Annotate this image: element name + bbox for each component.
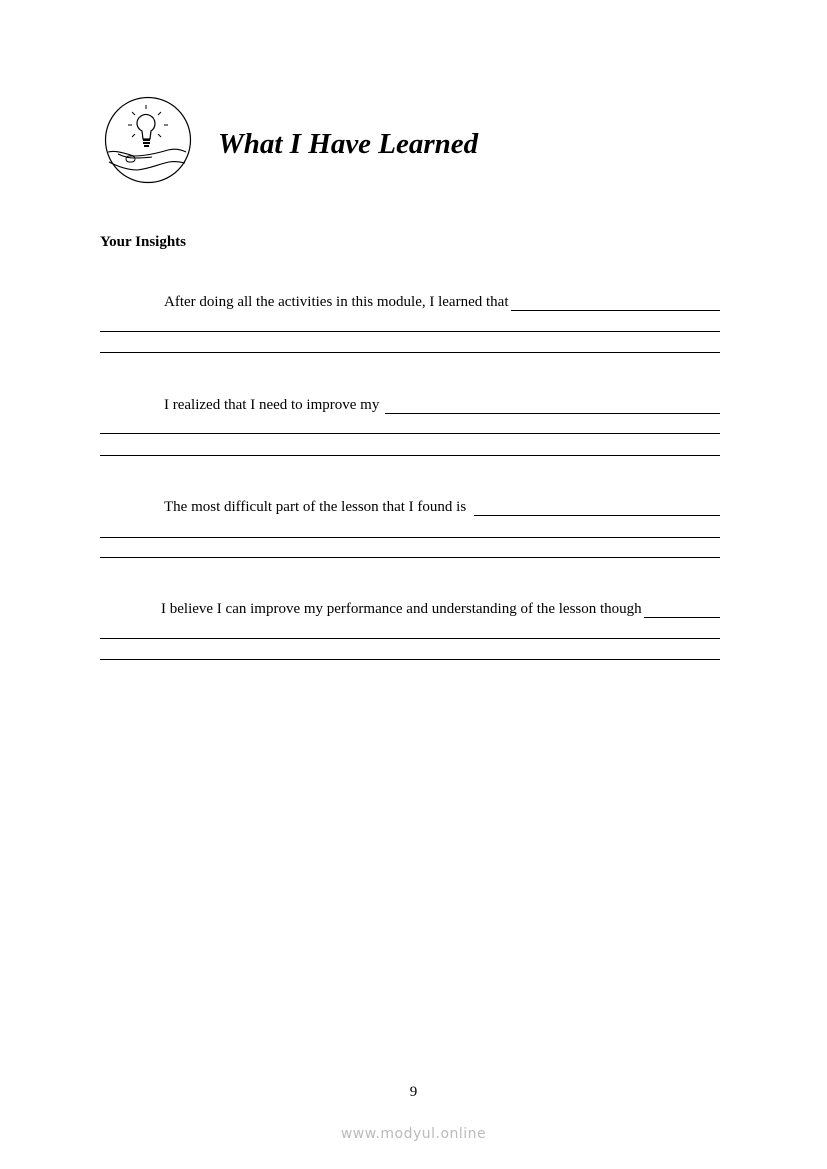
section-subtitle: Your Insights [100, 234, 187, 250]
answer-line[interactable] [100, 537, 720, 538]
prompt-believe [161, 601, 720, 618]
answer-line[interactable] [100, 352, 720, 353]
answer-line[interactable] [100, 331, 720, 332]
prompt-learned [164, 294, 720, 311]
answer-line[interactable] [100, 638, 720, 639]
answer-blank[interactable] [644, 603, 720, 618]
answer-line[interactable] [100, 659, 720, 660]
answer-line[interactable] [100, 433, 720, 434]
answer-line[interactable] [100, 455, 720, 456]
prompt-text: I realized that I need to improve my [164, 397, 380, 413]
prompt-text: I believe I can improve my performance and understanding of the lesson though [161, 601, 642, 617]
watermark: www.modyul.online [340, 1126, 487, 1142]
answer-blank[interactable] [511, 296, 721, 311]
lightbulb-hand-icon [104, 96, 192, 184]
page-number: 9 [409, 1084, 418, 1100]
prompt-improve [164, 397, 720, 414]
answer-line[interactable] [100, 557, 720, 558]
answer-blank[interactable] [385, 399, 720, 414]
prompt-text: The most difficult part of the lesson that I found is [164, 499, 467, 515]
prompt-difficult [164, 499, 720, 516]
page-title: What I Have Learned [218, 128, 479, 160]
prompt-text: After doing all the activities in this module, I learned that [164, 294, 509, 310]
answer-blank[interactable] [474, 501, 720, 516]
